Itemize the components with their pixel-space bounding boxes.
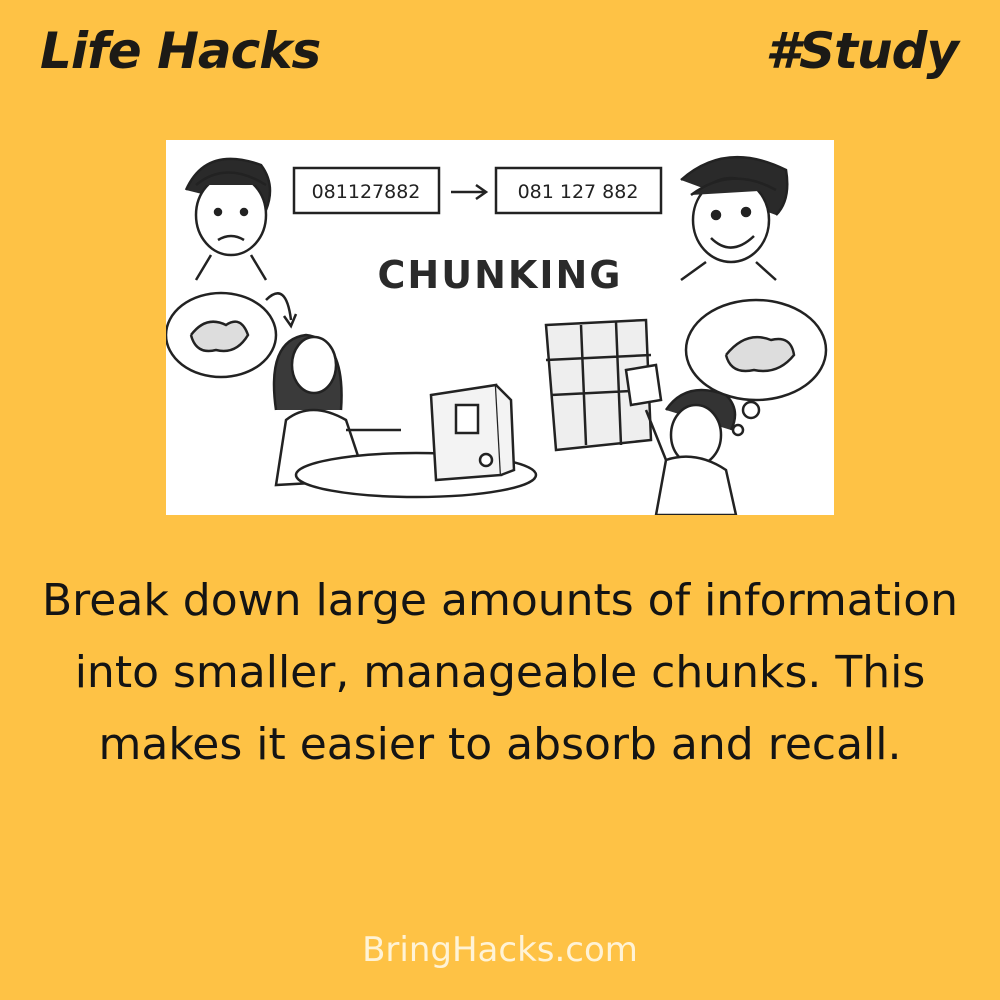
puzzle-icon (546, 320, 661, 450)
happy-face-icon (681, 157, 787, 280)
illustration-title: CHUNKING (377, 253, 623, 297)
arrow-right-icon (451, 185, 486, 199)
number-after: 081 127 882 (517, 181, 639, 203)
footer-site[interactable]: BringHacks.com (362, 930, 638, 970)
number-before: 081127882 (311, 181, 421, 203)
number-box-before (294, 168, 439, 213)
sad-face-icon (186, 159, 270, 280)
number-box-after (496, 168, 661, 213)
body-text: Break down large amounts of information into smaller, manageable chunks. This makes it easier to absorb and recall. (41, 575, 959, 770)
machine-box (431, 385, 514, 480)
man-figure (646, 390, 736, 515)
header-hashtag: #Study (765, 22, 958, 80)
header-title: Life Hacks (40, 22, 321, 80)
chunking-illustration (166, 140, 834, 515)
